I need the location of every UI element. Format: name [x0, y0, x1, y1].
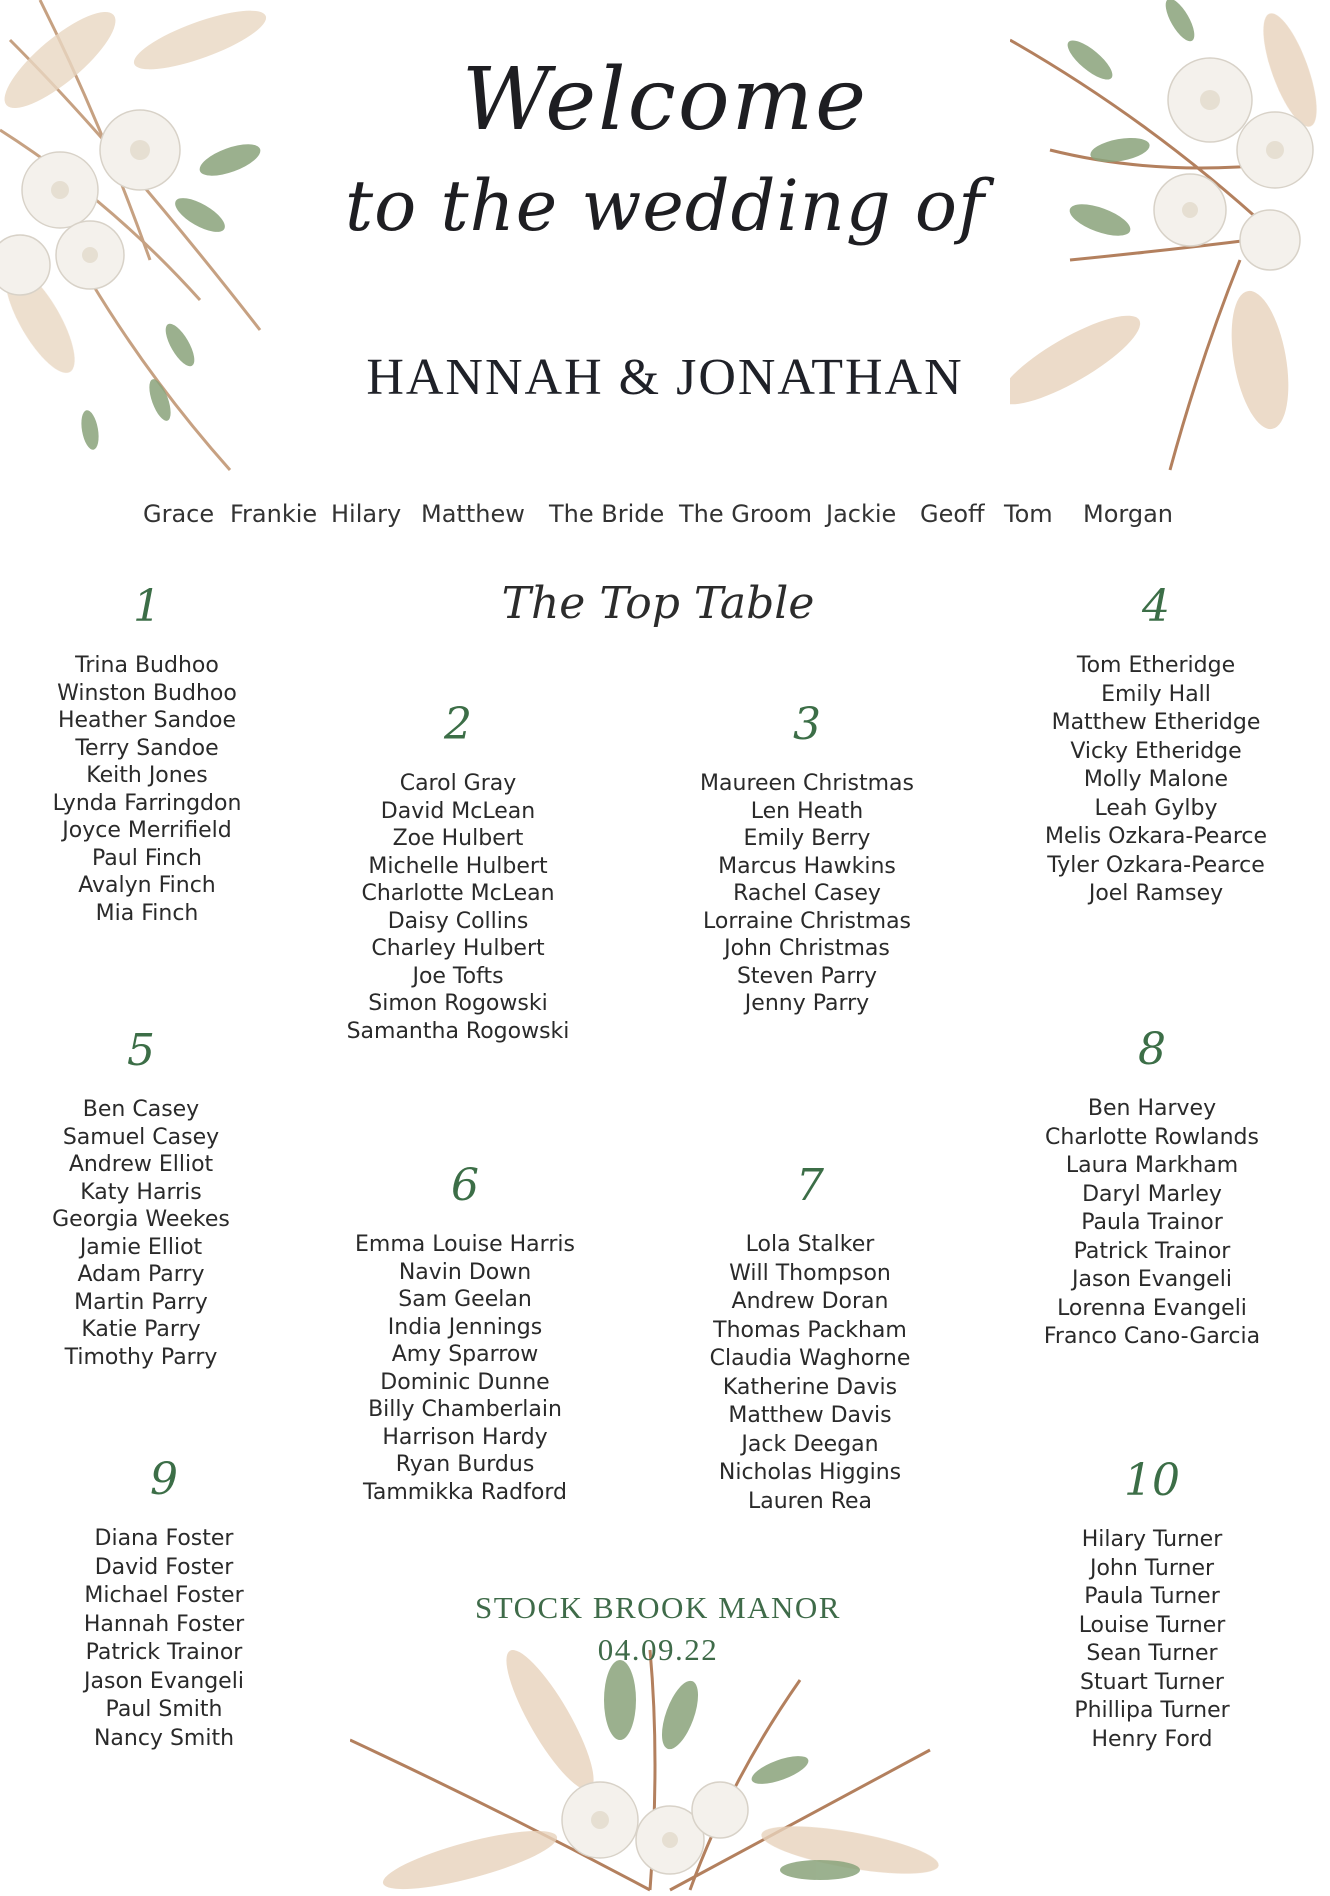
- top-table-guest: Frankie: [230, 500, 318, 528]
- guest-list: [308, 770, 608, 1045]
- guest-name: Lola Stalker: [745, 1232, 875, 1257]
- wedding-subtitle: to the wedding of: [345, 165, 985, 247]
- guest-name: Katie Parry: [81, 1317, 201, 1342]
- guest-name: Paul Smith: [105, 1697, 223, 1722]
- guest-name: Samantha Rogowski: [346, 1018, 570, 1044]
- table-number: 2: [444, 699, 472, 750]
- top-table-guest: The Groom: [679, 500, 812, 528]
- guest-name: Joe Tofts: [412, 963, 504, 989]
- guest-name: Simon Rogowski: [368, 991, 548, 1016]
- table-5: [0, 1026, 291, 1371]
- top-table-title: The Top Table: [501, 578, 815, 629]
- table-4: [1006, 582, 1306, 909]
- guest-name: Jason Evangeli: [1072, 1267, 1232, 1292]
- guest-name: Ben Harvey: [1087, 1096, 1217, 1121]
- wedding-date: 04.09.22: [597, 1632, 719, 1667]
- guest-name: Paul Finch: [92, 845, 202, 871]
- guest-name: Jenny Parry: [744, 991, 870, 1016]
- guest-name: Thomas Packham: [713, 1317, 907, 1343]
- table-2: [308, 700, 608, 1045]
- guest-list: [657, 770, 957, 1018]
- guest-name: Ben Casey: [82, 1097, 200, 1122]
- guest-name: Franco Cano-Garcia: [1043, 1324, 1261, 1349]
- guest-list: [1002, 1095, 1302, 1352]
- top-table-guest: Jackie: [826, 500, 897, 528]
- guest-name: Katherine Davis: [722, 1374, 898, 1400]
- guest-name: Samuel Casey: [62, 1124, 220, 1150]
- guest-name: Leah Gylby: [1094, 795, 1218, 821]
- guest-name: Sam Geelan: [398, 1287, 532, 1312]
- guest-name: Jack Deegan: [741, 1431, 879, 1457]
- guest-list: [0, 652, 297, 927]
- guest-name: India Jennings: [387, 1314, 543, 1340]
- guest-list: [660, 1231, 960, 1516]
- couple-names: HANNAH & JONATHAN: [366, 349, 964, 406]
- table-7: [660, 1161, 960, 1516]
- guest-name: Ryan Burdus: [395, 1452, 535, 1477]
- guest-name: Lorenna Evangeli: [1057, 1295, 1247, 1321]
- guest-name: Joyce Merrifield: [62, 818, 232, 843]
- guest-name: Winston Budhoo: [57, 680, 237, 706]
- guest-name: David McLean: [380, 798, 536, 824]
- guest-name: Steven Parry: [736, 963, 878, 989]
- table-3: [657, 700, 957, 1018]
- guest-name: Amy Sparrow: [391, 1342, 539, 1367]
- guest-name: Harrison Hardy: [382, 1424, 548, 1450]
- table-number: 6: [451, 1160, 479, 1211]
- table-number: 10: [1124, 1455, 1180, 1506]
- guest-name: Patrick Trainor: [1073, 1238, 1231, 1264]
- guest-name: Trina Budhoo: [75, 653, 219, 678]
- table-number: 1: [133, 581, 161, 632]
- guest-name: Nicholas Higgins: [718, 1460, 902, 1485]
- top-table-guest: Tom: [1004, 500, 1053, 528]
- guest-name: Katy Harris: [80, 1179, 202, 1205]
- top-table-guest: Grace: [143, 500, 215, 528]
- guest-name: Charley Hulbert: [371, 936, 545, 961]
- guest-name: Paula Trainor: [1081, 1210, 1223, 1235]
- top-table-guest: Matthew: [421, 500, 525, 528]
- table-6: [315, 1161, 615, 1506]
- guest-name: Paula Turner: [1084, 1584, 1220, 1609]
- guest-name: John Turner: [1089, 1555, 1215, 1581]
- guest-name: Zoe Hulbert: [392, 826, 524, 851]
- guest-name: Tammikka Radford: [363, 1479, 567, 1505]
- guest-name: Will Thompson: [729, 1260, 891, 1286]
- guest-name: Emily Hall: [1101, 681, 1211, 707]
- guest-name: Marcus Hawkins: [718, 853, 896, 879]
- guest-name: Hilary Turner: [1081, 1527, 1223, 1552]
- guest-name: Rachel Casey: [733, 881, 881, 906]
- guest-name: Stuart Turner: [1080, 1669, 1224, 1695]
- guest-name: Emily Berry: [743, 826, 871, 851]
- guest-name: Daryl Marley: [1082, 1181, 1222, 1207]
- table-1: [0, 582, 297, 927]
- guest-name: Phillipa Turner: [1074, 1698, 1230, 1723]
- guest-name: Emma Louise Harris: [355, 1232, 575, 1257]
- guest-name: Georgia Weekes: [52, 1207, 230, 1232]
- guest-name: Lorraine Christmas: [702, 908, 912, 934]
- table-8: [1002, 1025, 1302, 1352]
- guest-name: Heather Sandoe: [57, 708, 237, 733]
- guest-name: Nancy Smith: [93, 1725, 235, 1751]
- guest-name: Adam Parry: [77, 1262, 205, 1287]
- top-table-guest: Hilary: [331, 500, 402, 528]
- guest-name: Terry Sandoe: [75, 735, 219, 761]
- guest-name: Joel Ramsey: [1088, 881, 1224, 906]
- guest-name: Daisy Collins: [387, 908, 529, 934]
- table-number: 9: [150, 1454, 178, 1505]
- guest-list: [315, 1231, 615, 1506]
- guest-name: Tom Etheridge: [1076, 653, 1236, 678]
- guest-name: Tyler Ozkara-Pearce: [1047, 852, 1265, 878]
- guest-name: Sean Turner: [1086, 1641, 1218, 1666]
- guest-name: Patrick Trainor: [85, 1640, 243, 1665]
- guest-name: Diana Foster: [94, 1526, 234, 1551]
- guest-name: Melis Ozkara-Pearce: [1044, 824, 1268, 849]
- guest-name: Dominic Dunne: [380, 1369, 550, 1395]
- guest-name: Lauren Rea: [747, 1488, 873, 1514]
- guest-name: Jamie Elliot: [79, 1234, 203, 1260]
- guest-name: Lynda Farringdon: [52, 790, 242, 816]
- guest-name: Laura Markham: [1065, 1153, 1239, 1178]
- guest-name: Keith Jones: [86, 763, 208, 788]
- guest-name: Martin Parry: [74, 1289, 208, 1315]
- table-number: 8: [1138, 1024, 1166, 1075]
- top-table-guest: Morgan: [1083, 500, 1173, 528]
- guest-name: Maureen Christmas: [700, 771, 914, 796]
- guest-name: Carol Gray: [399, 771, 517, 796]
- guest-list: [1006, 652, 1306, 909]
- guest-list: [0, 1096, 291, 1371]
- floral-bouquet-icon: [350, 1640, 970, 1896]
- top-table-guest: The Bride: [549, 500, 665, 528]
- guest-name: Charlotte Rowlands: [1045, 1124, 1259, 1150]
- top-table-guest: Geoff: [920, 500, 985, 528]
- guest-name: Michael Foster: [84, 1583, 244, 1608]
- guest-name: Louise Turner: [1078, 1612, 1226, 1638]
- guest-name: Andrew Elliot: [68, 1152, 214, 1177]
- guest-name: Hannah Foster: [83, 1611, 245, 1637]
- guest-name: Jason Evangeli: [84, 1668, 244, 1694]
- guest-name: Andrew Doran: [731, 1289, 889, 1314]
- guest-name: Avalyn Finch: [78, 873, 216, 898]
- guest-name: Charlotte McLean: [361, 881, 555, 906]
- guest-name: Claudia Waghorne: [709, 1346, 911, 1371]
- guest-name: Vicky Etheridge: [1070, 738, 1242, 764]
- guest-name: Billy Chamberlain: [368, 1397, 562, 1422]
- guest-name: Timothy Parry: [64, 1344, 218, 1370]
- guest-name: Len Heath: [750, 798, 864, 824]
- guest-name: Henry Ford: [1091, 1726, 1213, 1752]
- table-number: 7: [796, 1160, 824, 1211]
- guest-name: John Christmas: [724, 936, 890, 961]
- guest-name: Matthew Davis: [728, 1403, 892, 1428]
- guest-name: David Foster: [94, 1554, 234, 1580]
- guest-name: Michelle Hulbert: [368, 853, 548, 879]
- table-number: 5: [127, 1025, 155, 1076]
- guest-name: Molly Malone: [1083, 767, 1229, 792]
- guest-name: Navin Down: [398, 1259, 532, 1285]
- guest-name: Mia Finch: [95, 900, 199, 926]
- venue-name: STOCK BROOK MANOR: [475, 1590, 841, 1625]
- table-number: 3: [793, 699, 821, 750]
- table-number: 4: [1142, 581, 1170, 632]
- guest-name: Matthew Etheridge: [1051, 710, 1261, 735]
- top-table-names: [143, 500, 1183, 540]
- welcome-heading: Welcome: [461, 50, 869, 150]
